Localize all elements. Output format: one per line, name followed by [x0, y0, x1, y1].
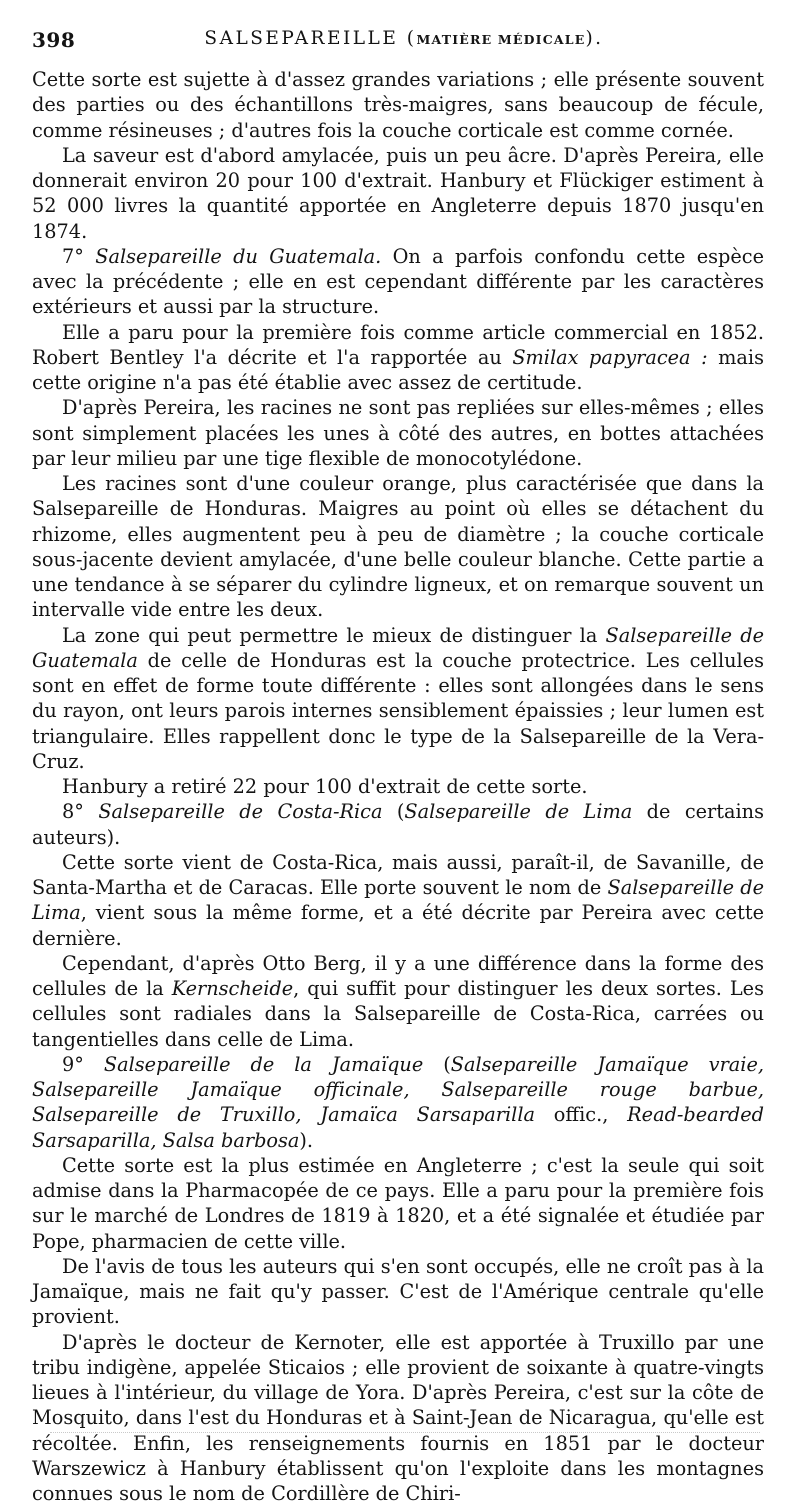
- running-title-subtitle: MATIÈRE MÉDICALE: [416, 32, 585, 47]
- paragraph-4: [32, 320, 764, 396]
- text-run: Elle a paru pour la première fois comme article commercial en 1852. Robert Bentley l'a décrite et l'a rapportée au: [32, 321, 764, 369]
- paragraph-2: [32, 143, 764, 244]
- paragraph-11: [32, 951, 764, 1052]
- text-run: 9°: [62, 1053, 104, 1076]
- text-run: de certains auteurs).: [32, 800, 764, 848]
- text-run: La saveur est d'abord amylacée, puis un peu âcre. D'après Pereira, elle donnerait environ 20 pour 100 d'extrait. Hanbury et Flückiger estiment à 52 000 livres la quantité apportée en Angleterre depuis 1870 jusqu'en 1874.: [32, 144, 764, 243]
- text-run: mais cette origine n'a pas été établie avec assez de certitude.: [32, 346, 764, 394]
- text-run: ).: [299, 1129, 313, 1152]
- text-run: Cette sorte vient de Costa-Rica, mais aussi, paraît-il, de Savanille, de Santa-Martha et de Caracas. Elle porte souvent le nom de: [32, 851, 764, 899]
- text-run: (: [382, 800, 404, 823]
- running-title-close: ).: [585, 28, 603, 49]
- paragraph-6: [32, 471, 764, 623]
- paragraph-7: [32, 623, 764, 775]
- text-run: 7°: [62, 245, 95, 268]
- body-text: [32, 67, 764, 1506]
- italic-run: Salsepareille de la Jamaïque: [104, 1053, 423, 1076]
- paragraph-14: [32, 1254, 764, 1330]
- italic-run: Salsepareille de Guatemala: [32, 624, 764, 672]
- italic-run: Read-bearded Sarsaparilla, Salsa barbosa: [32, 1103, 764, 1151]
- text-run: Cependant, d'après Otto Berg, il y a une différence dans la forme des cellules de la: [32, 952, 764, 1000]
- page-number: 398: [32, 28, 75, 52]
- paragraph-10: [32, 850, 764, 951]
- running-title-main: SALSEPAREILLE (: [204, 28, 416, 49]
- text-run: D'après Pereira, les racines ne sont pas repliées sur elles-mêmes ; elles sont simplement placées les unes à côté des autres, en bottes attachées par leur milieu par une tige flexible de monocotylédone.: [32, 396, 764, 470]
- paragraph-12: [32, 1052, 764, 1153]
- paragraph-8: [32, 774, 764, 799]
- text-run: La zone qui peut permettre le mieux de distinguer la: [62, 624, 606, 647]
- text-run: On a parfois confondu cette espèce avec la précédente ; elle en est cependant différente par les caractères extérieurs et aussi par la structure.: [32, 245, 764, 319]
- text-run: 8°: [62, 800, 98, 823]
- paragraph-3: [32, 244, 764, 320]
- text-run: De l'avis de tous les auteurs qui s'en sont occupés, elle ne croît pas à la Jamaïque, mais ne fait qu'y passer. C'est de l'Amérique centrale qu'elle provient.: [32, 1255, 764, 1329]
- italic-run: Salsepareille de Costa-Rica: [98, 800, 382, 823]
- text-run: Cette sorte est sujette à d'assez grandes variations ; elle présente souvent des parties ou des échantillons très-maigres, sans beaucoup de fécule, comme résineuses ; d'autres fois la couche corticale est comme cornée.: [32, 68, 764, 142]
- paragraph-1: [32, 67, 764, 143]
- italic-run: Smilax papyracea :: [512, 346, 707, 369]
- italic-run: Salsepareille de Lima: [32, 876, 764, 924]
- italic-run: Kernscheide: [172, 977, 293, 1000]
- text-run: Cette sorte est la plus estimée en Angleterre ; c'est la seule qui soit admise dans la Pharmacopée de ce pays. Elle a paru pour la première fois sur le marché de Londres de 1819 à 1820, et a été signalée et étudiée par Pope, pharmacien de cette ville.: [32, 1154, 764, 1253]
- paragraph-5: [32, 395, 764, 471]
- running-title: [32, 28, 776, 49]
- text-run: Hanbury a retiré 22 pour 100 d'extrait de cette sorte.: [62, 775, 588, 798]
- text-run: Les racines sont d'une couleur orange, plus caractérisée que dans la Salsepareille de Honduras. Maigres au point où elles se détachent du rhizome, elles augmentent peu à peu de diamètre ; la couche corticale sous-jacente devient amylacée, d'une belle couleur blanche. Cette partie a une tendance à se séparer du cylindre ligneux, et on remarque souvent un intervalle vide entre les deux.: [32, 472, 764, 621]
- text-run: , vient sous la même forme, et a été décrite par Pereira avec cette dernière.: [32, 901, 764, 949]
- text-run: offic.,: [535, 1103, 627, 1126]
- bottom-scan-artifact: [50, 1432, 760, 1435]
- text-run: , qui suffit pour distinguer les deux sortes. Les cellules sont radiales dans la Salsepareille de Costa-Rica, carrées ou tangentielles dans celle de Lima.: [32, 977, 764, 1051]
- text-run: (: [423, 1053, 451, 1076]
- paragraph-13: [32, 1153, 764, 1254]
- paragraph-9: [32, 799, 764, 850]
- italic-run: Salsepareille Jamaïque vraie, Salsepareille Jamaïque officinale, Salsepareille rouge barbue, Salsepareille de Truxillo, Jamaïca Sarsaparilla: [32, 1053, 764, 1127]
- text-run: de celle de Honduras est la couche protectrice. Les cellules sont en effet de forme toute différente : elles sont allongées dans le sens du rayon, ont leurs parois internes sensiblement épaissies ; leur lumen est triangulaire. Elles rappellent donc le type de la Salsepareille de la Vera-Cruz.: [32, 649, 764, 773]
- paragraph-15: [32, 1330, 764, 1506]
- text-run: D'après le docteur de Kernoter, elle est apportée à Truxillo par une tribu indigène, appelée Sticaios ; elle provient de soixante à quatre-vingts lieues à l'intérieur, du village de Yora. D'après Pereira, c'est sur la côte de Mosquito, dans l'est du Honduras et à Saint-Jean de Nicaragua, qu'elle est récoltée. Enfin, les renseignements fournis en 1851 par le docteur Warszewicz à Hanbury établissent qu'on l'exploite dans les montagnes connues sous le nom de Cordillère de Chiri-: [32, 1331, 764, 1506]
- italic-run: Salsepareille du Guatemala.: [95, 245, 381, 268]
- running-head: [32, 28, 776, 56]
- italic-run: Salsepareille de Lima: [404, 800, 632, 823]
